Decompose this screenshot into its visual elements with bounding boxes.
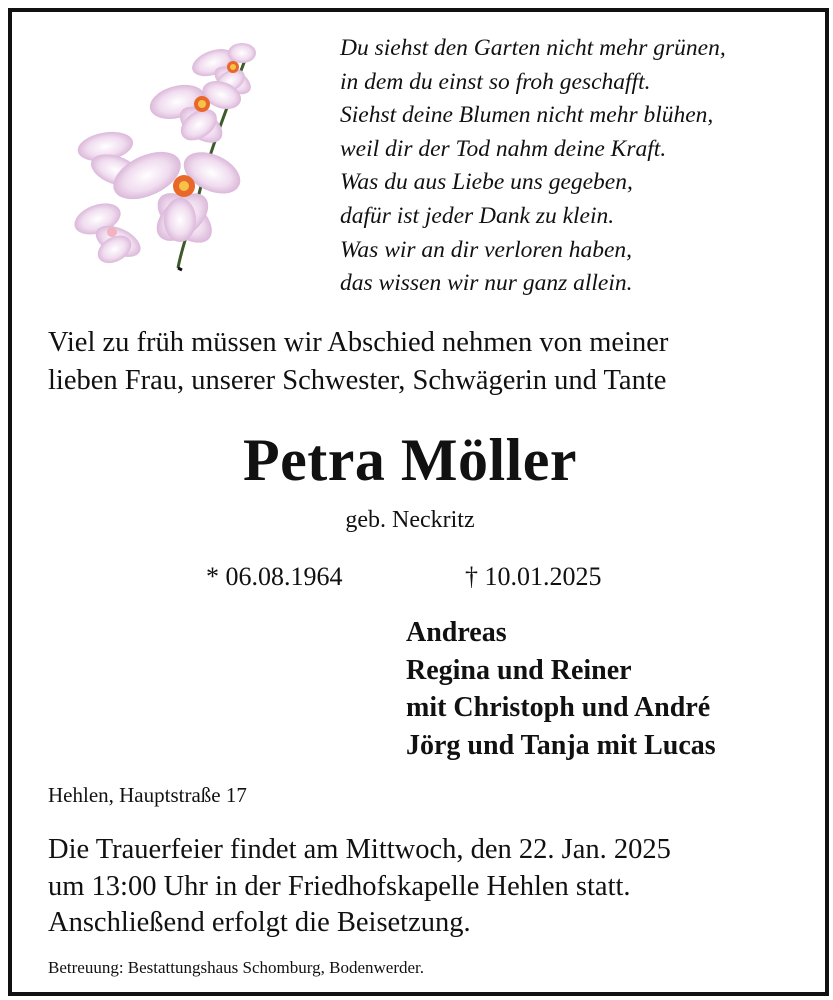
- family-line: mit Christoph und André: [406, 692, 711, 723]
- poem-line: in dem du einst so froh geschafft.: [340, 68, 651, 95]
- family-line: Regina und Reiner: [406, 654, 632, 686]
- ceremony-line: um 13:00 Uhr in der Friedhofskapelle Hehlen statt.: [48, 870, 631, 902]
- death-date: † 10.01.2025: [465, 562, 602, 591]
- maiden-name: geb. Neckritz: [345, 507, 475, 533]
- intro-line: Viel zu früh müssen wir Abschied nehmen von meiner: [48, 327, 669, 358]
- family-line: Jörg und Tanja mit Lucas: [406, 729, 716, 761]
- mourning-family: [406, 614, 716, 764]
- family-address: Hehlen, Hauptstraße 17: [48, 783, 247, 807]
- intro-line: lieben Frau, unserer Schwester, Schwägerin und Tante: [48, 365, 667, 396]
- ceremony-line: Anschließend erfolgt die Beisetzung.: [48, 907, 471, 938]
- funeral-details: [48, 832, 818, 942]
- deceased-name: Petra Möller: [242, 427, 578, 493]
- poem-line: Du siehst den Garten nicht mehr grünen,: [340, 35, 726, 61]
- poem-line: dafür ist jeder Dank zu klein.: [340, 202, 615, 229]
- family-line: Andreas: [406, 617, 507, 648]
- ceremony-line: Die Trauerfeier findet am Mittwoch, den 22. Jan. 2025: [48, 834, 671, 865]
- poem-line: weil dir der Tod nahm deine Kraft.: [340, 135, 667, 162]
- poem-line: das wissen wir nur ganz allein.: [340, 270, 633, 297]
- poem-line: Was wir an dir verloren haben,: [340, 236, 633, 263]
- poem-line: Was du aus Liebe uns gegeben,: [340, 169, 633, 196]
- funeral-home-credit: Betreuung: Bestattungshaus Schomburg, Bodenwerder.: [48, 958, 424, 977]
- birth-date: * 06.08.1964: [206, 562, 343, 591]
- orchid-flower-icon: [70, 30, 280, 280]
- memorial-poem: [340, 32, 810, 301]
- poem-line: Siehst deine Blumen nicht mehr blühen,: [340, 102, 714, 129]
- farewell-intro: [48, 324, 808, 400]
